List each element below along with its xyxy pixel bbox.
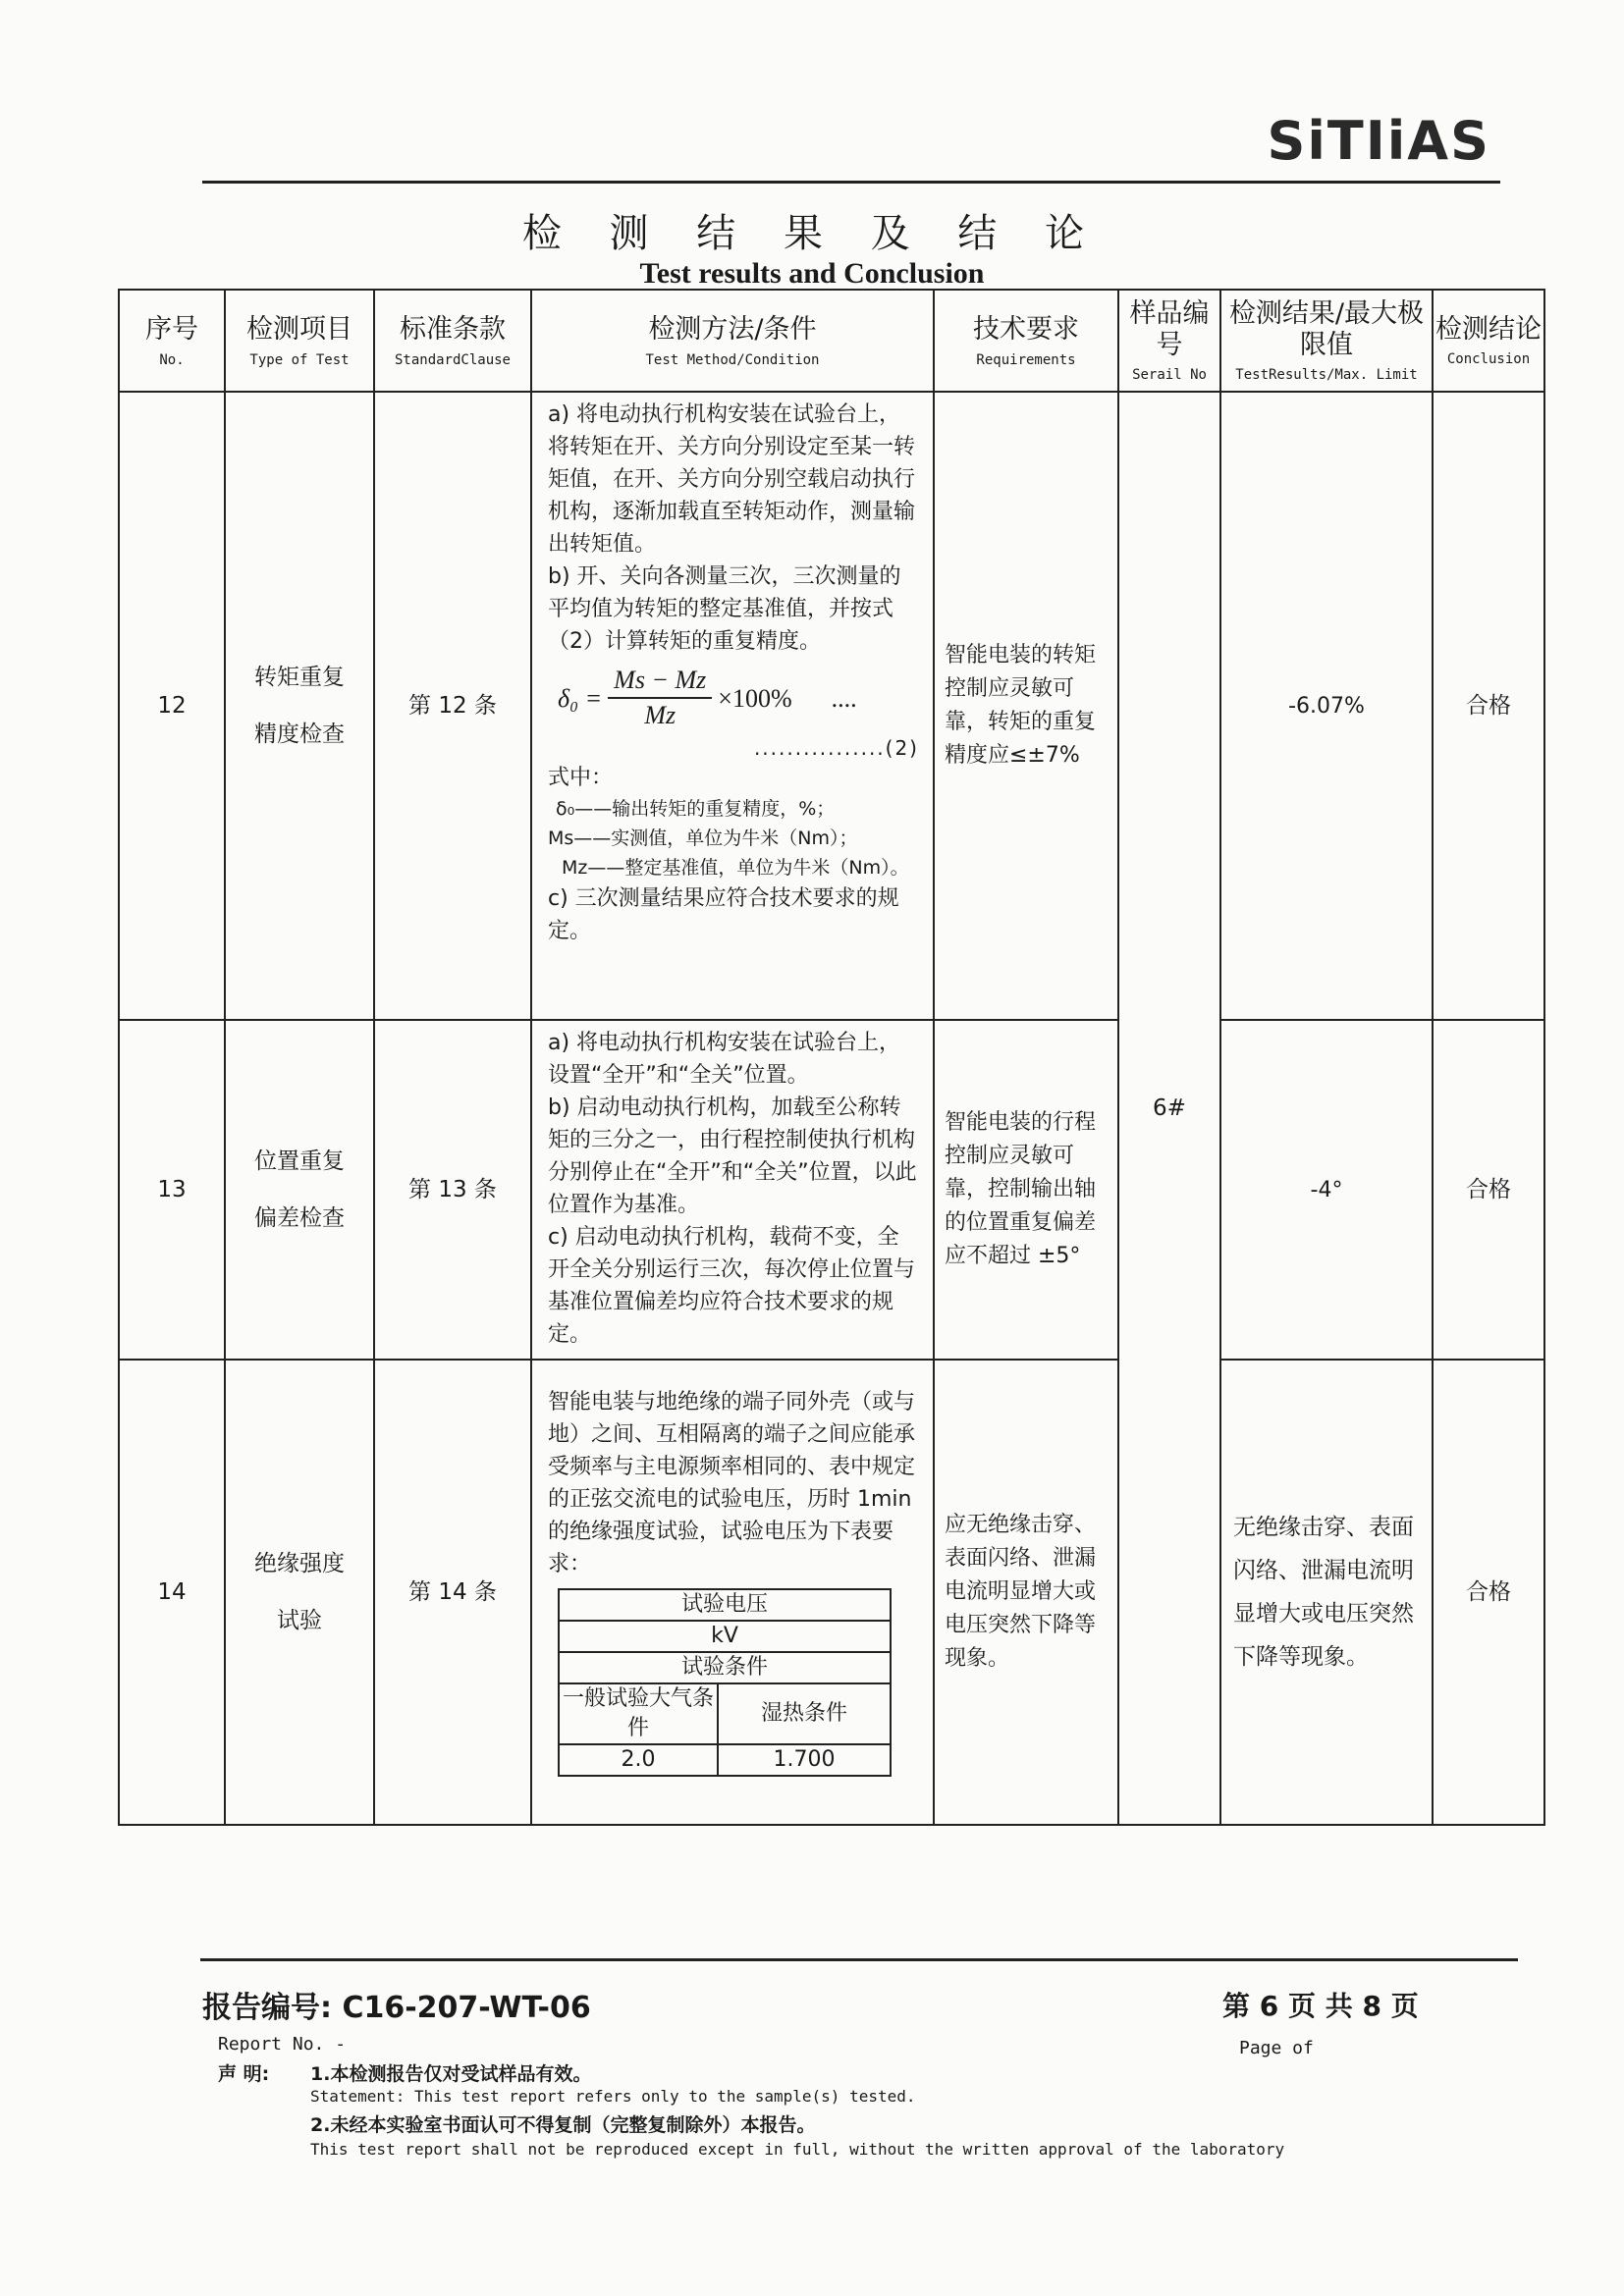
row-conclusion: 合格	[1433, 1360, 1544, 1825]
statement-1: 1.本检测报告仅对受试样品有效。	[310, 2063, 592, 2085]
method-def3: Mz——整定基准值，单位为牛米（Nm）。	[562, 857, 909, 879]
method-def2: Ms——实测值，单位为牛米（Nm）；	[548, 828, 858, 849]
method-step-c: c) 三次测量结果应符合技术要求的规定。	[548, 886, 899, 943]
row-type: 转矩重复精度检查	[225, 392, 374, 1020]
row-clause: 第 13 条	[374, 1020, 531, 1360]
method-text: 智能电装与地绝缘的端子同外壳（或与地）之间、互相隔离的端子之间应能承受频率与主电源频率相同的、表中规定的正弦交流电的试验电压，历时 1min 的绝缘强度试验，试验电压为下表要求：	[548, 1390, 916, 1576]
row-type: 位置重复偏差检查	[225, 1020, 374, 1360]
row-no: 12	[119, 392, 225, 1020]
row-requirement: 应无绝缘击穿、表面闪络、泄漏电流明显增大或电压突然下降等现象。	[934, 1360, 1118, 1825]
repeat-accuracy-formula: δ₀ = $\frac{Ms - Mz}{Mz}$ ×100% ....	[558, 666, 857, 729]
volt-val-humid: 1.700	[718, 1744, 891, 1776]
method-step-a: a) 将电动执行机构安装在试验台上，将转矩在开、关方向分别设定至某一转矩值，在开、关方向分别空载启动执行机构，逐渐加载直至转矩动作，测量输出转矩值。	[548, 402, 916, 557]
col-header-requirements: 技术要求 Requirements	[934, 290, 1118, 392]
row-clause: 第 14 条	[374, 1360, 531, 1825]
table-row	[119, 392, 1544, 1020]
page-title-cn: 检 测 结 果 及 结 论	[521, 211, 1103, 256]
results-table	[118, 289, 1545, 1826]
table-header-row	[119, 290, 1544, 392]
statement-2: 2.未经本实验室书面认可不得复制（完整复制除外）本报告。	[310, 2114, 816, 2136]
volt-header-1: 试验电压	[559, 1589, 891, 1621]
sample-serial-no: 6#	[1118, 392, 1220, 1825]
col-header-conclusion: 检测结论 Conclusion	[1433, 290, 1544, 392]
col-header-method: 检测方法/条件 Test Method/Condition	[531, 290, 934, 392]
volt-header-2: kV	[559, 1621, 891, 1652]
row-result: -4°	[1220, 1020, 1433, 1360]
row-no: 14	[119, 1360, 225, 1825]
col-header-clause: 标准条款 StandardClause	[374, 290, 531, 392]
row-conclusion: 合格	[1433, 1020, 1544, 1360]
col-header-no: 序号 No.	[119, 290, 225, 392]
page-indicator: 第 6 页 共 8 页	[1222, 1990, 1419, 2022]
row-result: -6.07%	[1220, 392, 1433, 1020]
row-result: 无绝缘击穿、表面闪络、泄漏电流明显增大或电压突然下降等现象。	[1220, 1360, 1433, 1825]
statement-1-en: Statement: This test report refers only to the sample(s) tested.	[310, 2087, 916, 2106]
row-method	[531, 392, 934, 1020]
table-row	[119, 1360, 1544, 1825]
row-method	[531, 1020, 934, 1360]
col-header-serial: 样品编号 Serail No	[1118, 290, 1220, 392]
method-where: 式中：	[548, 766, 614, 790]
col-header-type: 检测项目 Type of Test	[225, 290, 374, 392]
row-requirement: 智能电装的转矩控制应灵敏可靠，转矩的重复精度应≤±7%	[934, 392, 1118, 1020]
row-requirement: 智能电装的行程控制应灵敏可靠，控制输出轴的位置重复偏差应不超过 ±5°	[934, 1020, 1118, 1360]
page-indicator-en: Page of	[1239, 2038, 1314, 2058]
row-conclusion: 合格	[1433, 392, 1544, 1020]
col-header-result: 检测结果/最大极限值 TestResults/Max. Limit	[1220, 290, 1433, 392]
table-row	[119, 1020, 1544, 1360]
method-step-a: a) 将电动执行机构安装在试验台上，设置“全开”和“全关”位置。	[548, 1031, 901, 1088]
row-no: 13	[119, 1020, 225, 1360]
volt-col-humid: 湿热条件	[718, 1683, 891, 1744]
method-step-b: b) 开、关向各测量三次，三次测量的平均值为转矩的整定基准值，并按式（2）计算转矩的重复精度。	[548, 564, 901, 654]
sitiias-logo: SiTIiAS	[1267, 110, 1490, 172]
volt-col-normal: 一般试验大气条件	[559, 1683, 718, 1744]
row-clause: 第 12 条	[374, 392, 531, 1020]
footer-rule	[200, 1958, 1518, 1961]
report-number-en: Report No. -	[218, 2034, 347, 2055]
header-rule	[202, 181, 1500, 184]
method-def1: δ₀——输出转矩的重复精度，%；	[556, 798, 836, 820]
row-method	[531, 1360, 934, 1825]
page-title-en: Test results and Conclusion	[639, 257, 985, 290]
volt-val-normal: 2.0	[559, 1744, 718, 1776]
method-step-c: c) 启动电动执行机构，载荷不变，全开全关分别运行三次，每次停止位置与基准位置偏差均应符合技术要求的规定。	[548, 1225, 916, 1347]
formula-ref: ................(2)	[753, 736, 919, 760]
test-voltage-table	[558, 1588, 892, 1777]
method-step-b: b) 启动电动执行机构，加载至公称转矩的三分之一，由行程控制使执行机构分别停止在“全开”和“全关”位置，以此位置作为基准。	[548, 1095, 917, 1217]
row-type: 绝缘强度试验	[225, 1360, 374, 1825]
report-number: 报告编号: C16-207-WT-06	[202, 1991, 591, 2025]
statement-label: 声 明:	[218, 2063, 270, 2085]
statement-2-en: This test report shall not be reproduced except in full, without the written approval of the laboratory	[310, 2140, 1285, 2159]
volt-header-3: 试验条件	[559, 1652, 891, 1683]
